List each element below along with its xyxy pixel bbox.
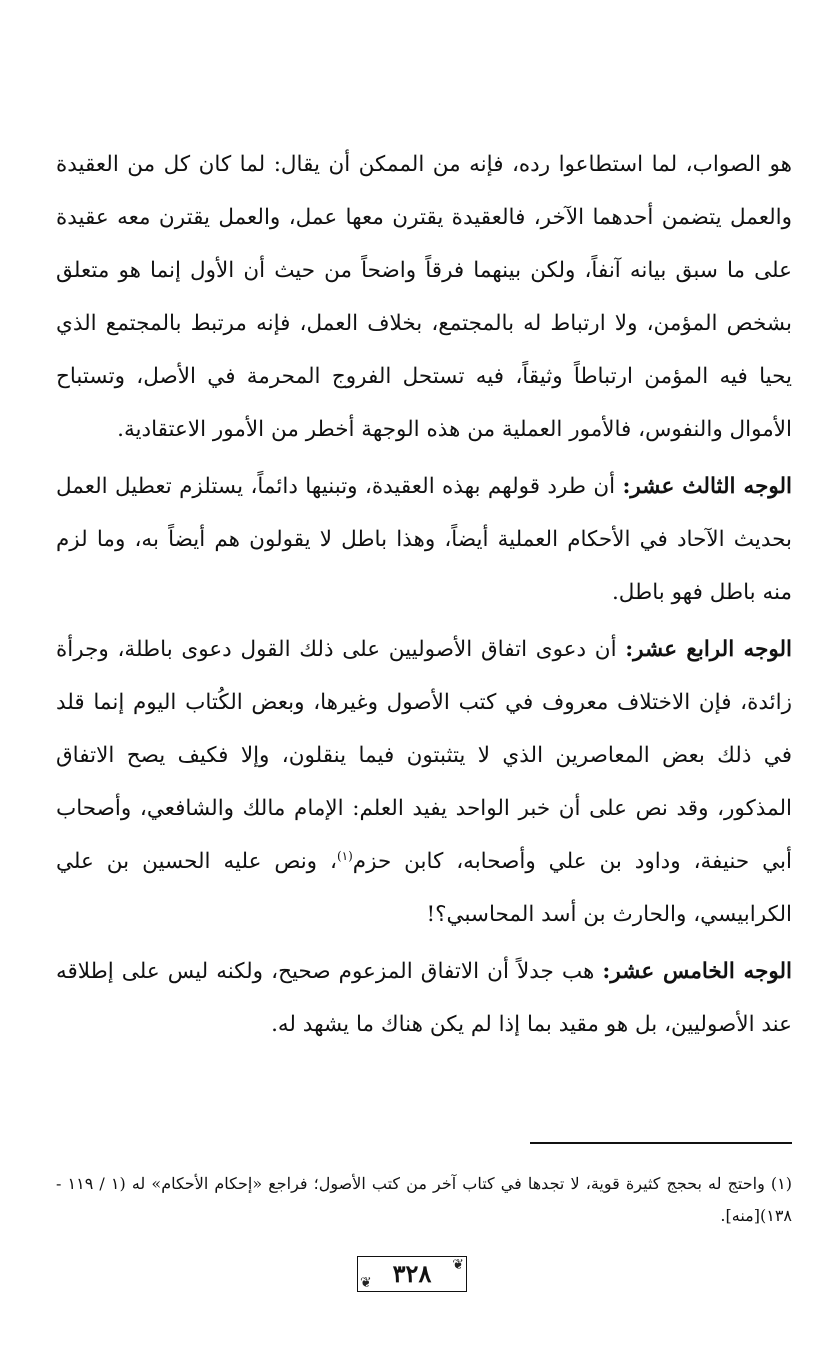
paragraph-4 <box>56 945 792 1051</box>
page-number-frame <box>357 1256 467 1292</box>
paragraph-4-text: هب جدلاً أن الاتفاق المزعوم صحيح، ولكنه ليس على إطلاقه عند الأصوليين، بل هو مقيد بما إذا لم يكن هناك ما يشهد له. <box>56 959 792 1037</box>
floral-corner-ornament-icon: ❦ <box>360 1275 372 1291</box>
page-number: ٣٢٨ <box>392 1259 432 1288</box>
paragraph-4-heading: الوجه الخامس عشر: <box>602 959 792 984</box>
footnote <box>56 1168 792 1232</box>
paragraph-1 <box>56 138 792 456</box>
paragraph-2-text: أن طرد قولهم بهذه العقيدة، وتبنيها دائماً، يستلزم تعطيل العمل بحديث الآحاد في الأحكام العملية أيضاً، وهذا باطل لا يقولون هم أيضاً به، وما لزم منه باطل فهو باطل. <box>56 474 792 605</box>
paragraph-2 <box>56 460 792 619</box>
footnote-text: (١) واحتج له بحجج كثيرة قوية، لا تجدها في كتاب آخر من كتب الأصول؛ فراجع «إحكام الأحكام» له (١ / ١١٩ - ١٣٨)[منه]. <box>56 1174 793 1225</box>
floral-corner-ornament-icon: ❦ <box>452 1257 464 1273</box>
footnote-separator <box>530 1142 792 1144</box>
paragraph-2-heading: الوجه الثالث عشر: <box>622 474 793 499</box>
footnote-reference[interactable]: (١) <box>336 848 353 863</box>
paragraph-3-heading: الوجه الرابع عشر: <box>625 637 792 662</box>
page-body <box>56 138 792 1051</box>
paragraph-1-text: هو الصواب، لما استطاعوا رده، فإنه من الممكن أن يقال: لما كان كل من العقيدة والعمل يتضمن أحدهما الآخر، فالعقيدة يقترن معها عمل، والعمل يقترن معه عقيدة على ما سبق بيانه آنفاً، ولكن بينهما فرقاً واضحاً من حيث أن الأول إنما هو متعلق بشخص المؤمن، ولا ارتباط له بالمجتمع، بخلاف العمل، فإنه مرتبط بالمجتمع الذي يحيا فيه المؤمن ارتباطاً وثيقاً، فيه تستحل الفروج المحرمة في الأصل، وتستباح الأموال والنفوس، فالأمور العملية من هذه الوجهة أخطر من الأمور الاعتقادية. <box>56 152 792 442</box>
paragraph-3-text: أن دعوى اتفاق الأصوليين على ذلك القول دعوى باطلة، وجرأة زائدة، فإن الاختلاف معروف في كتب الأصول وغيرها، وبعض الكُتاب اليوم إنما قلد في ذلك بعض المعاصرين الذي لا يتثبتون فيما ينقلون، وإلا فكيف يصح الاتفاق المذكور، وقد نص على أن خبر الواحد يفيد العلم: الإمام مالك والشافعي، وأصحاب أبي حنيفة، وداود بن علي وأصحابه، كابن حزم <box>56 637 792 874</box>
paragraph-3-text-continued: ، ونص عليه الحسين بن علي الكرابيسي، والحارث بن أسد المحاسبي؟! <box>56 849 792 927</box>
paragraph-3 <box>56 623 792 941</box>
